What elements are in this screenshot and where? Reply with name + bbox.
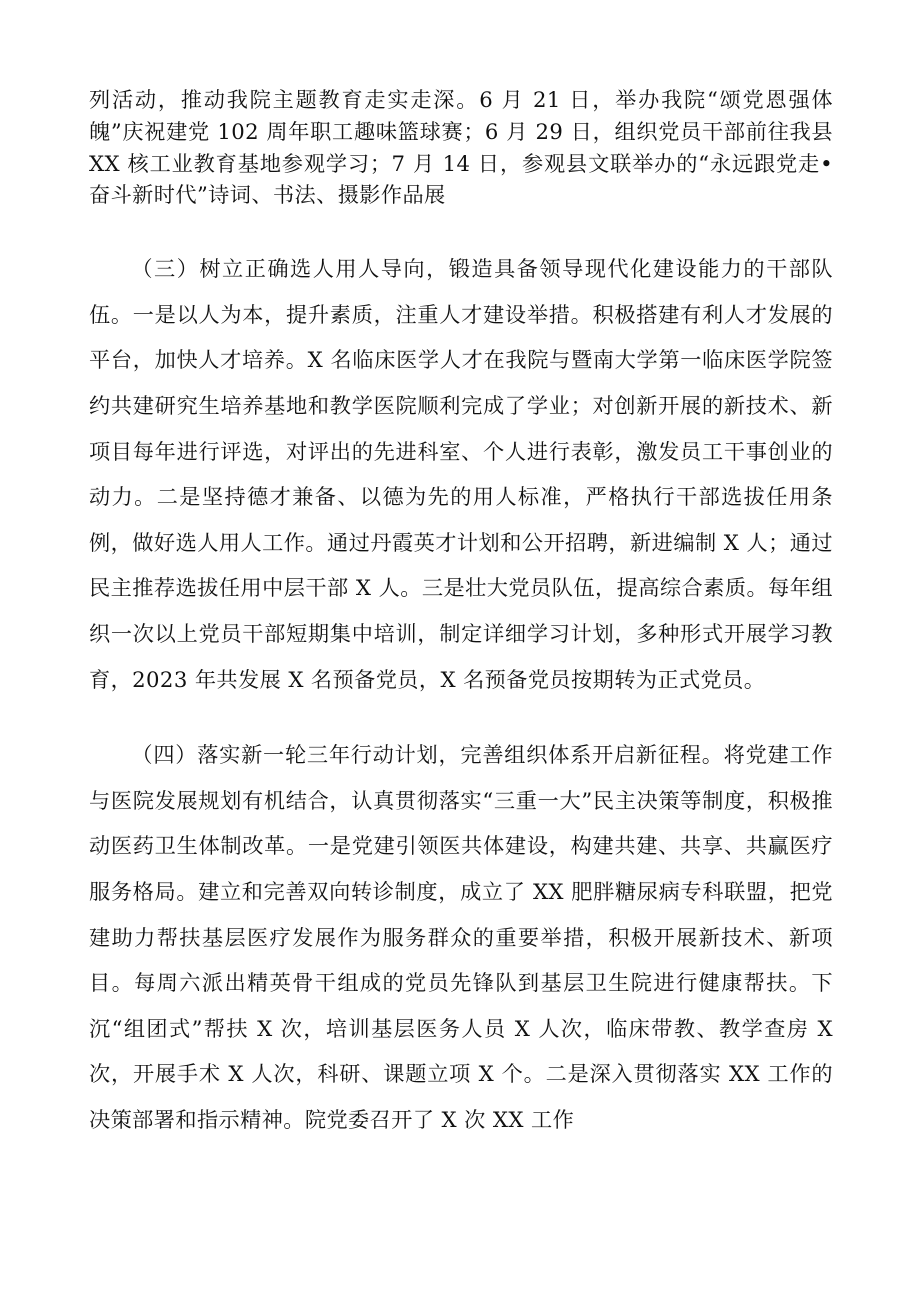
paragraph-section-four: （四）落实新一轮三年行动计划，完善组织体系开启新征程。将党建工作与医院发展规划有机结合，认真贯彻落实“三重一大”民主决策等制度，积极推动医药卫生体制改革。一是党建引领医共体建设，构建共建、共享、共赢医疗服务格局。建立和完善双向转诊制度，成立了 XX 肥胖糖尿病专科联盟，把党建助力帮扶基层医疗发展作为服务群众的重要举措，积极开展新技术、新项目。每周六派出精英骨干组成的党员先锋队到基层卫生院进行健康帮扶。下沉“组团式”帮扶 X 次，培训基层医务人员 X 人次，临床带教、教学查房 X 次，开展手术 X 人次，科研、课题立项 X 个。二是深入贯彻落实 XX 工作的决策部署和指示精神。院党委召开了 X 次 XX 工作 bbox=[89, 742, 833, 1132]
document-page bbox=[89, 84, 833, 1142]
paragraph-section-three: （三）树立正确选人用人导向，锻造具备领导现代化建设能力的干部队伍。一是以人为本，提升素质，注重人才建设举措。积极搭建有利人才发展的平台，加快人才培养。X 名临床医学人才在我院与暨南大学第一临床医学院签约共建研究生培养基地和教学医院顺利完成了学业；对创新开展的新技术、新项目每年进行评选，对评出的先进科室、个人进行表彰，激发员工干事创业的动力。二是坚持德才兼备、以德为先的用人标准，严格执行干部选拔任用条例，做好选人用人工作。通过丹霞英才计划和公开招聘，新进编制 X 人；通过民主推荐选拔任用中层干部 X 人。三是壮大党员队伍，提高综合素质。每年组织一次以上党员干部短期集中培训，制定详细学习计划，多种形式开展学习教育，2023 年共发展 X 名预备党员，X 名预备党员按期转为正式党员。 bbox=[89, 256, 833, 692]
paragraph-activities: 列活动，推动我院主题教育走实走深。6 月 21 日，举办我院“颂党恩强体魄”庆祝建党 102 周年职工趣味篮球赛；6 月 29 日，组织党员干部前往我县 XX 核工业教育基地参观学习；7 月 14 日，参观县文联举办的“永远跟党走•奋斗新时代”诗词、书法、摄影作品展 bbox=[89, 87, 833, 208]
